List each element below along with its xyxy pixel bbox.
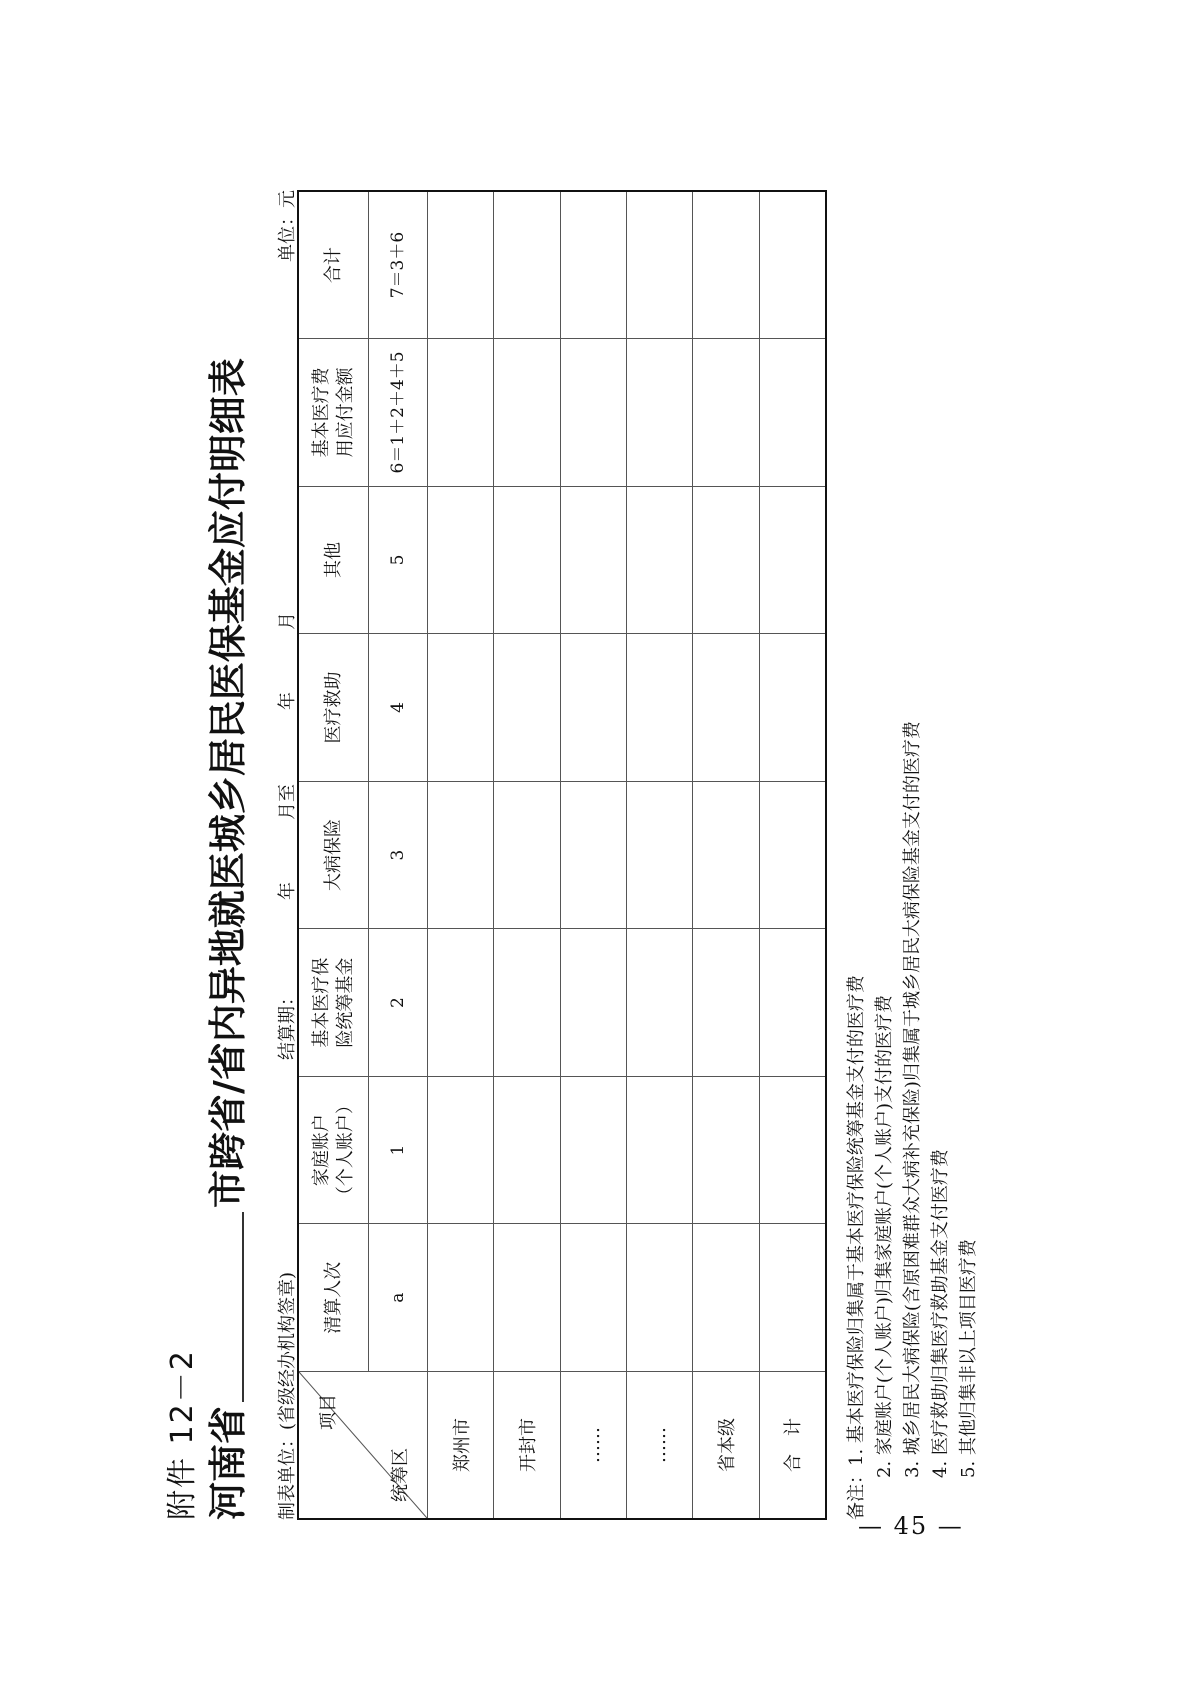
table-cell — [560, 634, 626, 782]
col-code-7: 6＝1＋2＋4＋5 — [369, 339, 428, 487]
table-cell — [494, 634, 560, 782]
table-row — [560, 191, 626, 1519]
table-row — [494, 191, 560, 1519]
table-cell — [759, 1076, 826, 1224]
table-row — [693, 191, 759, 1519]
col-header-5 — [298, 634, 369, 782]
table-cell — [427, 191, 493, 339]
table-cell — [494, 1076, 560, 1224]
col-header-1-line1: 清算人次 — [322, 1261, 344, 1334]
table-cell — [494, 1224, 560, 1372]
notes-section — [843, 200, 983, 1520]
col-header-2-line1: 家庭账户 — [310, 1114, 332, 1187]
notes-prefix: 备注： — [846, 1466, 867, 1520]
note-line-3: 3. 城乡居民大病保险(含原困难群众大病补充保险)归集属于城乡居民大病保险基金支付的医疗费 — [902, 721, 923, 1478]
col-code-2: 1 — [369, 1076, 428, 1224]
col-header-8 — [298, 191, 369, 339]
table-cell — [626, 339, 692, 487]
table-cell — [626, 929, 692, 1077]
table-cell — [626, 486, 692, 634]
table-cell — [759, 929, 826, 1077]
table-cell — [560, 191, 626, 339]
table-cell — [427, 339, 493, 487]
table-cell — [759, 339, 826, 487]
table-cell — [759, 191, 826, 339]
unit-left-label: 制表单位：(省级经办机构签章) — [277, 1271, 298, 1520]
header-row — [298, 191, 369, 1519]
table-cell — [626, 634, 692, 782]
col-header-4-line1: 大病保险 — [322, 819, 344, 892]
table-cell — [427, 486, 493, 634]
corner-header-cell — [298, 1371, 427, 1519]
col-header-1 — [298, 1224, 369, 1372]
col-code-1: a — [369, 1224, 428, 1372]
document-title — [197, 200, 252, 1520]
col-header-7 — [298, 339, 369, 487]
table-cell — [494, 191, 560, 339]
note-line-1 — [843, 200, 871, 1520]
col-header-7-line1: 基本医疗费 — [310, 367, 332, 458]
col-code-6: 5 — [369, 486, 428, 634]
table-cell — [693, 634, 759, 782]
currency-unit-label: 单位：元 — [277, 190, 298, 262]
rotated-page-content — [145, 40, 1025, 1520]
col-code-3: 2 — [369, 929, 428, 1077]
column-code-row — [369, 191, 428, 1519]
payment-detail-table — [297, 190, 827, 1520]
table-cell — [560, 929, 626, 1077]
table-cell — [494, 486, 560, 634]
note-line-2: 2. 家庭账户(个人账户)归集家庭账户(个人账户)支付的医疗费 — [874, 995, 895, 1478]
table-cell — [427, 929, 493, 1077]
note-item-1: 1. 基本医疗保险归集属于基本医疗保险统筹基金支付的医疗费 — [846, 975, 867, 1466]
row-label-zhengzhou: 郑州市 — [427, 1371, 493, 1519]
row-label-ellipsis-2: …… — [626, 1371, 692, 1519]
table-cell — [759, 781, 826, 929]
col-header-3 — [298, 929, 369, 1077]
table-cell — [560, 1224, 626, 1372]
table-cell — [427, 781, 493, 929]
title-blank-line — [242, 1212, 244, 1402]
note-line-4: 4. 医疗救助归集医疗救助基金支付医疗费 — [930, 1149, 951, 1478]
period-month-to: 月至 — [277, 784, 298, 820]
row-label-ellipsis-1: …… — [560, 1371, 626, 1519]
title-prefix: 河南省 — [206, 1405, 250, 1520]
table-cell — [759, 486, 826, 634]
col-header-6-line1: 其他 — [322, 541, 344, 578]
col-code-5: 4 — [369, 634, 428, 782]
col-header-4 — [298, 781, 369, 929]
table-row — [427, 191, 493, 1519]
col-header-3-line2: 险统筹基金 — [334, 957, 356, 1048]
col-header-8-line1: 合计 — [322, 247, 344, 284]
col-code-8: 7＝3＋6 — [369, 191, 428, 339]
page-number: — 45 — — [858, 1512, 964, 1540]
table-cell — [693, 929, 759, 1077]
table-cell — [494, 781, 560, 929]
col-header-2-line2: （个人账户） — [334, 1096, 356, 1205]
table-cell — [693, 339, 759, 487]
row-label-total: 合 计 — [759, 1371, 826, 1519]
corner-top-label: 项目 — [318, 1393, 339, 1430]
table-cell — [693, 1224, 759, 1372]
period-label: 结算期： — [277, 988, 298, 1060]
table-cell — [494, 339, 560, 487]
table-cell — [693, 486, 759, 634]
note-line-5: 5. 其他归集非以上项目医疗费 — [958, 1239, 979, 1478]
table-cell — [759, 1224, 826, 1372]
attachment-label: 附件 12－2 — [165, 1349, 200, 1520]
col-code-4: 3 — [369, 781, 428, 929]
table-cell — [626, 1224, 692, 1372]
col-header-3-line1: 基本医疗保 — [310, 957, 332, 1048]
table-cell — [560, 781, 626, 929]
col-header-6 — [298, 486, 369, 634]
row-label-kaifeng: 开封市 — [494, 1371, 560, 1519]
row-label-province-level: 省本级 — [693, 1371, 759, 1519]
table-cell — [494, 929, 560, 1077]
table-cell — [427, 634, 493, 782]
col-header-2 — [298, 1076, 369, 1224]
table-cell — [693, 781, 759, 929]
table-cell — [560, 1076, 626, 1224]
table-row — [626, 191, 692, 1519]
corner-bottom-label: 统筹区 — [389, 1448, 411, 1502]
period-year2: 年 — [277, 692, 298, 710]
table-cell — [626, 191, 692, 339]
table-cell — [693, 191, 759, 339]
title-main: 市跨省/省内异地就医城乡居民医保基金应付明细表 — [206, 358, 250, 1208]
table-cell — [759, 634, 826, 782]
col-header-5-line1: 医疗救助 — [322, 671, 344, 744]
table-cell — [560, 486, 626, 634]
table-cell — [626, 1076, 692, 1224]
table-cell — [427, 1076, 493, 1224]
table-cell — [626, 781, 692, 929]
period-month2: 月 — [277, 612, 298, 630]
table-cell — [427, 1224, 493, 1372]
table-cell — [560, 339, 626, 487]
col-header-7-line2: 用应付金额 — [334, 367, 356, 458]
period-year1: 年 — [277, 882, 298, 900]
table-cell — [693, 1076, 759, 1224]
table-row — [759, 191, 826, 1519]
